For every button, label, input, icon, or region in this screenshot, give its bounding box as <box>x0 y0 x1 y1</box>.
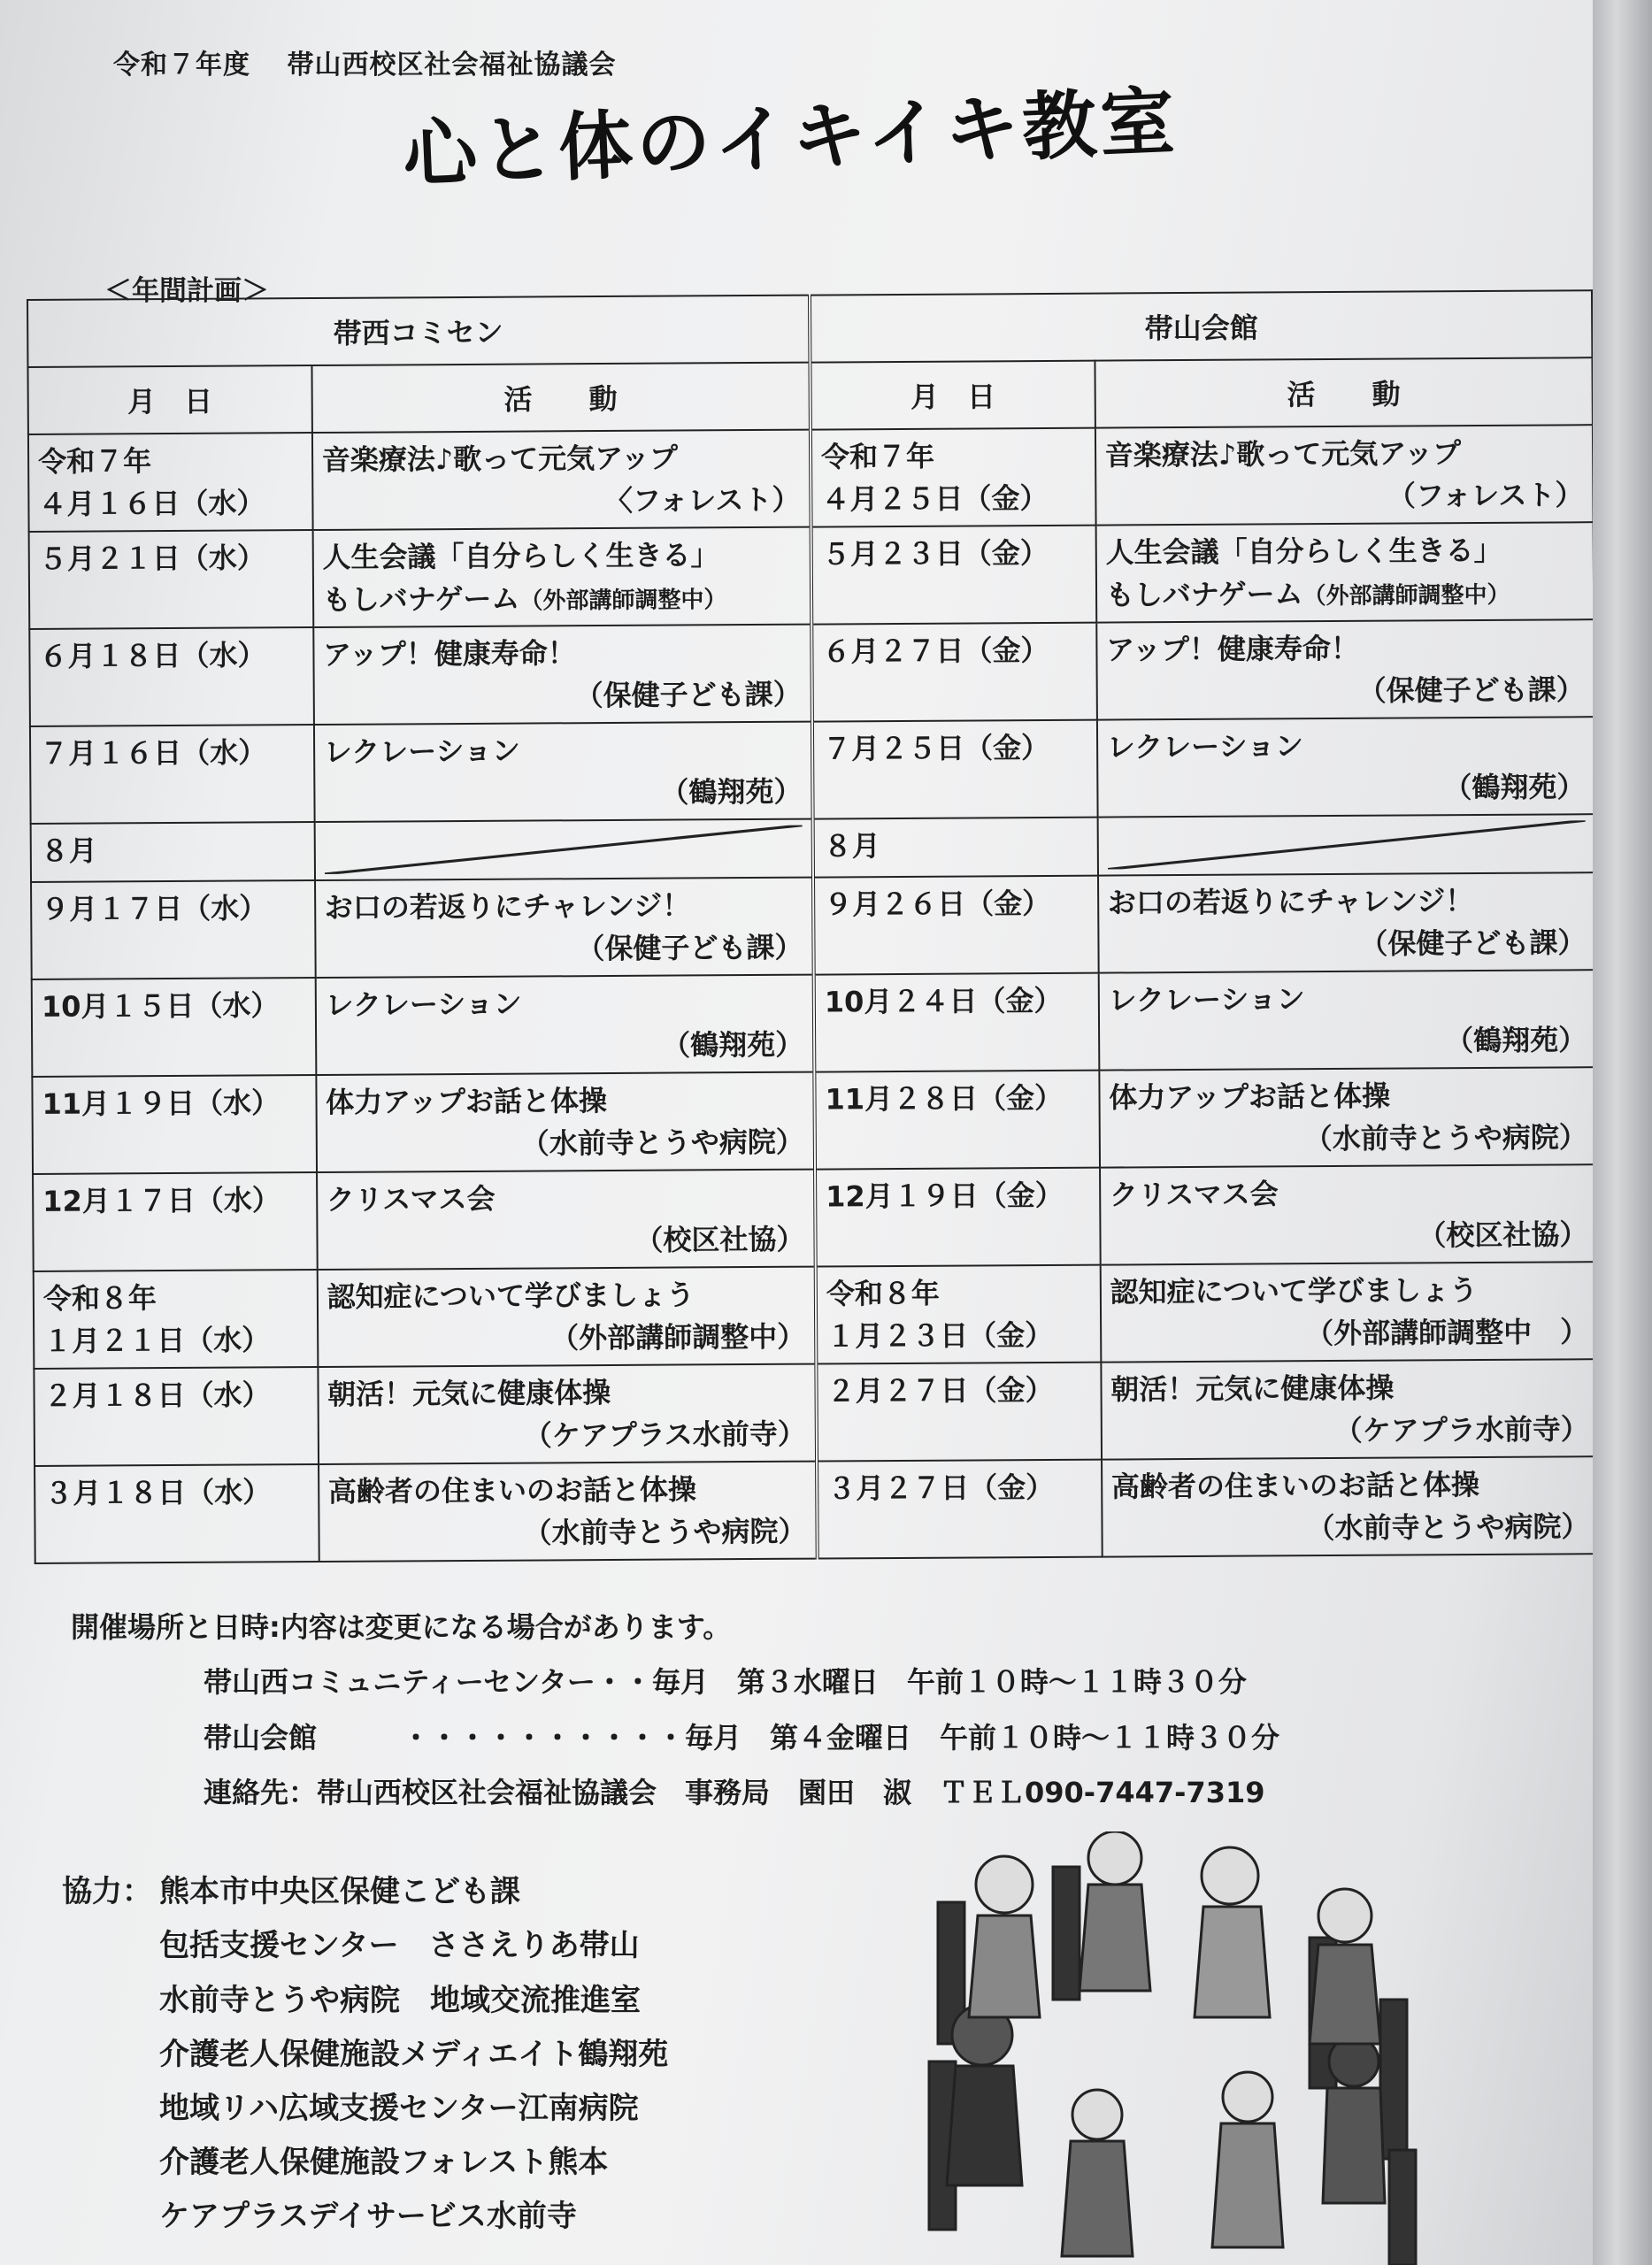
session-date: ９月１７日（水） <box>41 891 268 926</box>
activity-partner: （保健子ども課） <box>1359 925 1587 961</box>
hall-date-cell <box>817 1460 1102 1559</box>
activity-partner: （ケアプラ水前寺） <box>1333 1412 1589 1447</box>
group-discussion-illustration <box>920 1831 1469 2265</box>
cooperation-section <box>62 1865 668 2245</box>
activity-subtitle: もしバナゲーム <box>1105 577 1303 612</box>
activity-title: レクレーション <box>1106 729 1304 764</box>
session-date: 10月１５日（水） <box>41 988 280 1024</box>
session-date: ７月１６日（水） <box>40 735 267 771</box>
session-date: 11月１９日（水） <box>42 1086 280 1121</box>
activity-title: レクレーション <box>1108 982 1305 1017</box>
session-date: ７月２５日（金） <box>822 730 1050 766</box>
no-session-slash <box>1107 820 1586 869</box>
activity-partner: （水前寺とうや病院） <box>520 1125 804 1161</box>
activity-title: 音楽療法♪歌って元気アップ <box>1104 436 1462 472</box>
activity-subtitle: もしバナゲーム <box>322 581 520 617</box>
activity-title: 体力アップお話と体操 <box>1109 1079 1391 1115</box>
activity-partner: （保健子ども課） <box>576 930 803 966</box>
cooperation-item: ケアプラスデイサービス水前寺 <box>159 2199 577 2235</box>
session-date: ２月２７日（金） <box>826 1372 1054 1409</box>
west-date-cell <box>30 725 314 824</box>
col-date-hall: 月 日 <box>810 361 1095 430</box>
activity-subtitle-line <box>1106 571 1585 616</box>
hall-date-cell <box>816 1265 1101 1364</box>
activity-title: レクレーション <box>325 987 522 1022</box>
hall-date-cell <box>815 1168 1100 1267</box>
activity-partner: （外部講師調整中） <box>550 1319 806 1355</box>
cooperation-label: 協力： <box>62 1874 152 1909</box>
hall-date-cell <box>812 720 1097 819</box>
session-date: １月２３日（金） <box>826 1317 1054 1354</box>
hall-date-cell <box>811 526 1096 625</box>
hall-date-cell <box>811 623 1096 722</box>
west-activity-cell <box>319 1462 818 1562</box>
schedule-row <box>28 425 1594 532</box>
activity-title: 認知症について学びましょう <box>327 1278 695 1314</box>
col-date-west: 月 日 <box>27 365 311 434</box>
west-date-cell <box>32 978 316 1077</box>
activity-title: 高齢者の住まいのお話と体操 <box>327 1472 697 1509</box>
fiscal-year: 令和７年度 <box>113 50 250 81</box>
west-activity-cell <box>312 527 811 627</box>
hall-date-cell <box>813 876 1098 975</box>
col-activity-hall: 活 動 <box>1095 357 1593 427</box>
activity-partner: （外部講師調整中 ） <box>1305 1315 1589 1351</box>
west-date-cell <box>34 1270 318 1369</box>
cooperation-item: 水前寺とうや病院 地域交流推進室 <box>159 1982 641 2018</box>
hall-date-cell <box>816 1363 1101 1462</box>
activity-partner: （フォレスト） <box>1387 478 1584 513</box>
schedule-row <box>35 1456 1600 1563</box>
info-note: 開催場所と日時:内容は変更になる場合があります。 <box>71 1610 732 1644</box>
col-activity-west: 活 動 <box>311 363 811 433</box>
hall-activity-cell <box>1095 522 1594 622</box>
era-year: 令和７年 <box>38 444 152 479</box>
activity-title: クリスマス会 <box>326 1181 496 1217</box>
cooperation-item: 地域リハ広域支援センター江南病院 <box>159 2090 639 2126</box>
west-date-cell <box>32 1075 316 1174</box>
activity-partner: （保健子ども課） <box>574 677 802 713</box>
schedule-row <box>31 872 1596 979</box>
schedule-row <box>34 1262 1599 1369</box>
activity-title: お口の若返りにチャレンジ！ <box>1107 884 1474 920</box>
cooperation-item: 介護老人保健施設フォレスト熊本 <box>159 2145 609 2181</box>
activity-title: クリスマス会 <box>1109 1177 1279 1212</box>
hall-activity-cell <box>1099 1067 1597 1167</box>
activity-partner: （水前寺とうや病院） <box>523 1514 807 1550</box>
hall-activity-cell <box>1102 1456 1600 1556</box>
schedule-row <box>29 619 1594 726</box>
hall-activity-cell <box>1097 814 1595 875</box>
session-date: ６月１８日（水） <box>39 638 266 673</box>
activity-title: レクレーション <box>323 733 520 769</box>
page-title: 心と体のイキイキ教室 <box>401 77 1180 198</box>
info-schedule-west: 帯山西コミュニティーセンター・・毎月 第３水曜日 午前１０時～１１時３０分 <box>204 1665 1247 1700</box>
info-section <box>71 1600 1279 1821</box>
activity-title: 朝活！元気に健康体操 <box>1110 1371 1395 1407</box>
activity-title: 朝活！元気に健康体操 <box>327 1375 611 1411</box>
hall-activity-cell <box>1098 970 1596 1070</box>
hall-activity-cell <box>1100 1262 1598 1362</box>
hall-activity-cell <box>1097 717 1595 817</box>
page-edge <box>1593 0 1652 2265</box>
session-date: 12月１９日（金） <box>826 1178 1064 1214</box>
west-date-cell <box>34 1367 318 1466</box>
hall-activity-cell <box>1096 619 1594 719</box>
schedule-row <box>32 1067 1597 1174</box>
west-activity-cell <box>312 430 811 530</box>
schedule-row <box>34 1359 1599 1466</box>
session-date: 10月２４日（金） <box>824 983 1063 1019</box>
activity-partner: （水前寺とうや病院） <box>1303 1120 1587 1156</box>
session-date: ８月 <box>823 829 880 864</box>
activity-partner: 〈フォレスト） <box>603 482 801 518</box>
west-activity-cell <box>318 1364 817 1464</box>
venue-header-row <box>27 290 1592 367</box>
schedule-body <box>28 425 1600 1563</box>
activity-title: 人生会議「自分らしく生きる」 <box>1105 533 1502 570</box>
hall-activity-cell <box>1095 425 1594 525</box>
session-date: ５月２３日（金） <box>821 535 1049 572</box>
activity-partner: （外部講師調整中） <box>519 587 727 615</box>
activity-title: 音楽療法♪歌って元気アップ <box>321 441 679 477</box>
era-year: 令和８年 <box>826 1276 940 1311</box>
cooperation-list <box>62 1865 668 2244</box>
west-date-cell <box>29 530 313 629</box>
west-activity-cell <box>313 625 812 725</box>
activity-title: 高齢者の住まいのお話と体操 <box>1110 1467 1480 1504</box>
west-activity-cell <box>314 819 813 880</box>
west-date-cell <box>31 880 315 979</box>
activity-partner: （外部講師調整中） <box>1302 581 1510 610</box>
activity-title: 認知症について学びましょう <box>1110 1273 1479 1309</box>
session-date: ４月１６日（水） <box>38 486 265 521</box>
hall-activity-cell <box>1098 872 1596 972</box>
activity-title: お口の若返りにチャレンジ！ <box>324 888 691 925</box>
west-activity-cell <box>316 1072 815 1172</box>
activity-title: 体力アップお話と体操 <box>326 1084 608 1119</box>
activity-subtitle-line <box>323 576 802 621</box>
west-date-cell <box>31 822 315 882</box>
schedule-row <box>29 522 1594 629</box>
west-date-cell <box>35 1464 319 1563</box>
activity-title: アップ！健康寿命！ <box>322 636 576 672</box>
venue-hall-header: 帯山会館 <box>810 290 1592 362</box>
header <box>113 42 642 81</box>
activity-partner: （鶴翔苑） <box>1445 1023 1587 1058</box>
session-date: ６月２７日（金） <box>822 633 1049 669</box>
schedule-row <box>30 717 1595 824</box>
no-session-slash <box>324 825 803 874</box>
hall-activity-cell <box>1101 1359 1599 1459</box>
session-date: ９月２６日（金） <box>824 886 1051 922</box>
session-date: 12月１７日（水） <box>42 1183 280 1218</box>
session-date: 11月２８日（金） <box>825 1080 1064 1117</box>
activity-partner: （校区社協） <box>1418 1217 1588 1253</box>
schedule-row <box>33 1164 1598 1271</box>
cooperation-item: 包括支援センター ささえりあ帯山 <box>159 1928 640 1964</box>
activity-partner: （鶴翔苑） <box>662 1027 804 1063</box>
annual-plan-label: ＜年間計画＞ <box>104 275 269 307</box>
activity-partner: （保健子ども課） <box>1357 672 1585 708</box>
activity-title: アップ！健康寿命！ <box>1106 631 1360 667</box>
hall-date-cell <box>814 973 1099 1072</box>
session-date: ８月 <box>40 833 97 868</box>
west-activity-cell <box>315 878 814 978</box>
session-date: ３月１８日（水） <box>44 1475 272 1510</box>
session-date: ４月２５日（金） <box>821 480 1049 517</box>
activity-partner: （鶴翔苑） <box>1443 770 1586 805</box>
schedule-table <box>27 289 1601 1564</box>
era-year: 令和７年 <box>820 439 935 474</box>
west-date-cell <box>29 627 313 726</box>
cooperation-item: 熊本市中央区保健こども課 <box>159 1874 520 1910</box>
west-activity-cell <box>317 1267 816 1367</box>
era-year: 令和８年 <box>42 1281 158 1316</box>
session-date: ５月２１日（水） <box>38 541 265 576</box>
session-date: ３月２７日（金） <box>827 1470 1055 1506</box>
west-activity-cell <box>314 722 813 822</box>
schedule-row <box>32 970 1597 1077</box>
schedule-row <box>31 814 1595 882</box>
venue-west-header: 帯西コミセン <box>27 296 810 367</box>
activity-title: 人生会議「自分らしく生きる」 <box>322 538 719 574</box>
hall-date-cell <box>814 1071 1099 1170</box>
west-date-cell <box>28 433 312 532</box>
session-date: ２月１８日（水） <box>43 1378 271 1413</box>
west-date-cell <box>33 1172 317 1271</box>
cooperation-item: 介護老人保健施設メディエイト鶴翔苑 <box>159 2036 669 2072</box>
activity-partner: （鶴翔苑） <box>660 774 803 810</box>
activity-partner: （水前寺とうや病院） <box>1306 1509 1590 1546</box>
column-header-row <box>27 357 1592 434</box>
hall-date-cell <box>813 818 1098 878</box>
info-contact: 連絡先：帯山西校区社会福祉協議会 事務局 園田 淑 ＴＥＬ090-7447-7319 <box>204 1776 1265 1810</box>
hall-date-cell <box>811 428 1095 527</box>
info-schedule-hall: 帯山会館 ・・・・・・・・・・毎月 第４金曜日 午前１０時～１１時３０分 <box>204 1720 1280 1754</box>
activity-partner: （ケアプラス水前寺） <box>523 1417 806 1453</box>
west-activity-cell <box>315 975 814 1075</box>
west-activity-cell <box>317 1170 816 1270</box>
session-date: １月２１日（水） <box>43 1323 271 1358</box>
activity-partner: （校区社協） <box>634 1222 805 1257</box>
hall-activity-cell <box>1100 1164 1598 1264</box>
organizer-name: 帯山西校区社会福祉協議会 <box>287 50 617 81</box>
